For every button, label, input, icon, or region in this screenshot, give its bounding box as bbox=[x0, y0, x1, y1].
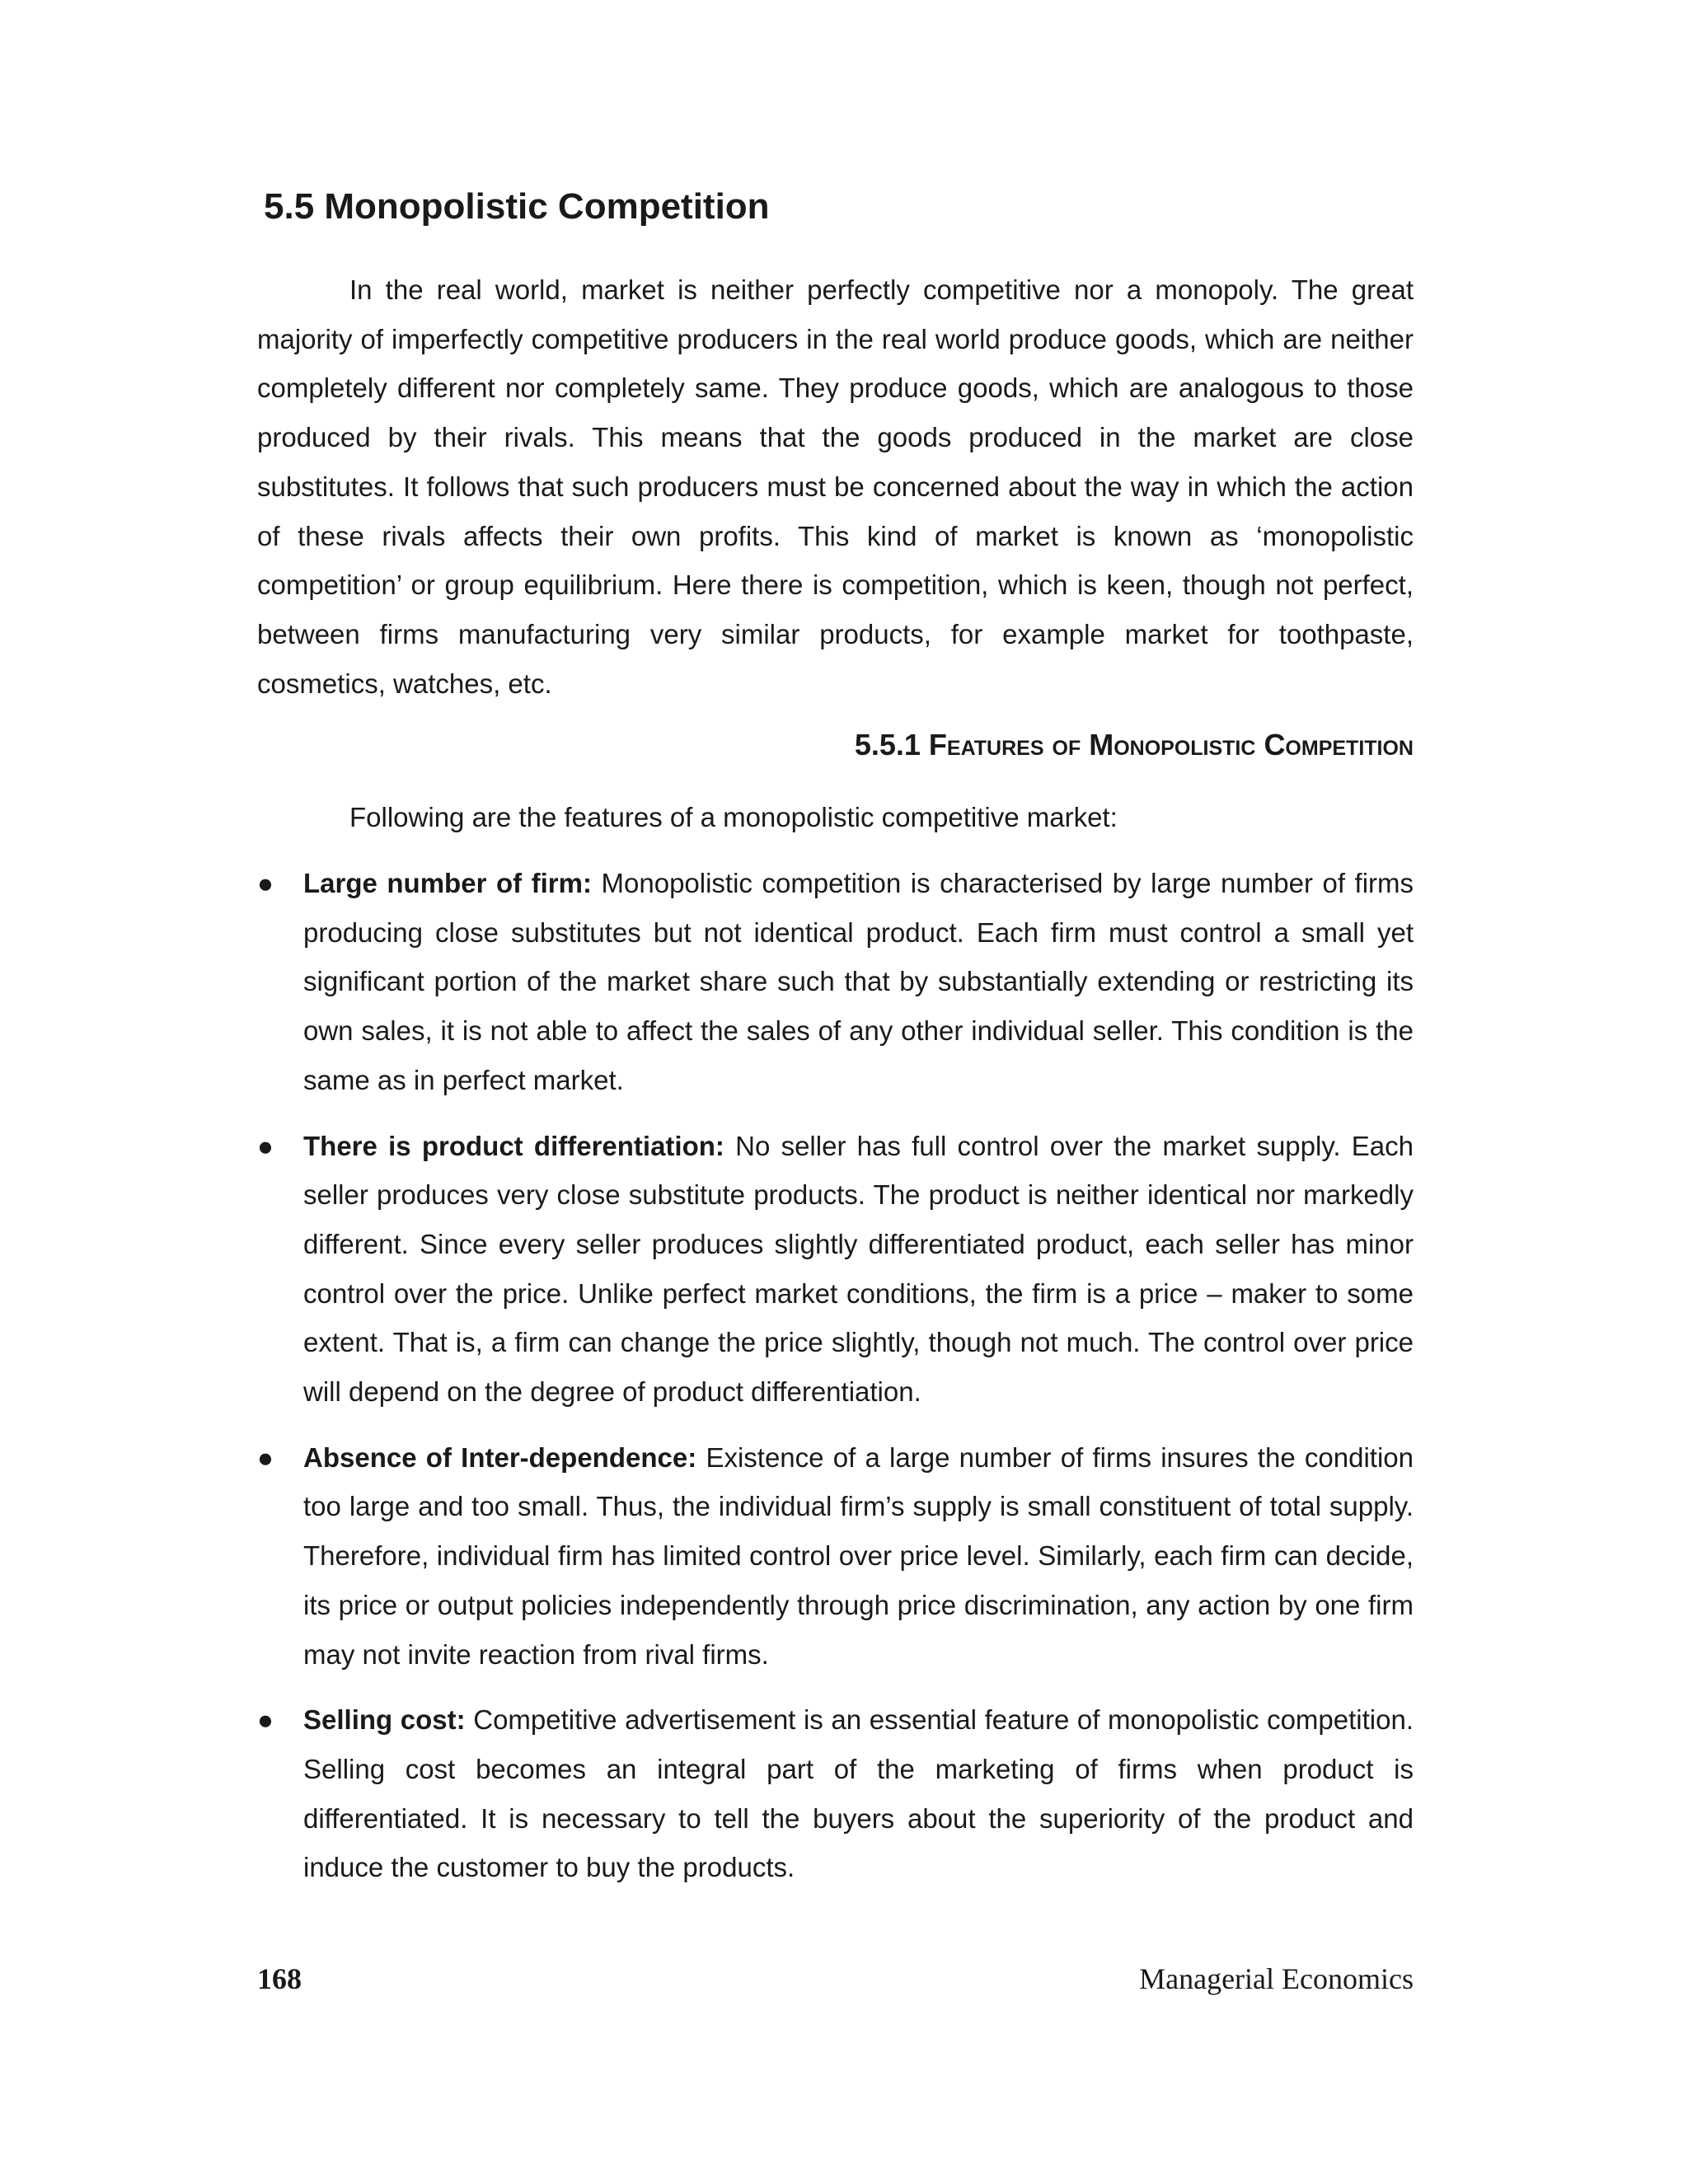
feature-item-absence-of-inter-dependence bbox=[257, 1433, 1414, 1680]
bullet-icon: ● bbox=[257, 1441, 274, 1473]
page-number: 168 bbox=[257, 1962, 302, 1995]
running-footer-title: Managerial Economics bbox=[1139, 1962, 1414, 1995]
feature-item-large-number-of-firm bbox=[257, 859, 1414, 1105]
document-page bbox=[257, 0, 1414, 2184]
feature-heading: Absence of Inter-dependence: bbox=[303, 1441, 697, 1473]
feature-paragraph bbox=[303, 859, 1414, 1105]
feature-heading: Selling cost: bbox=[303, 1704, 466, 1736]
feature-item-product-differentiation bbox=[257, 1122, 1414, 1417]
feature-item-selling-cost bbox=[257, 1695, 1414, 1892]
feature-paragraph bbox=[303, 1122, 1414, 1417]
feature-text: Competitive advertisement is an essential feature of monopolistic competition. Selling cost becomes an integral part of the marketing of firms when product is differentiated. It is necessary to tell the buyers about the superiority of the product and induce the customer to buy the products. bbox=[303, 1704, 1414, 1883]
subsection-title-text: Features of Monopolistic Competition bbox=[928, 728, 1414, 762]
section-title: 5.5 Monopolistic Competition bbox=[264, 186, 770, 227]
features-list bbox=[257, 859, 1414, 1909]
bullet-icon: ● bbox=[257, 868, 274, 898]
bullet-icon: ● bbox=[257, 1704, 274, 1736]
feature-paragraph bbox=[303, 1695, 1414, 1892]
feature-text: Monopolistic competition is characterised by large number of firms producing close substitutes but not identical product. Each firm must control a small yet significant portion of the market share such that by substantially extending or restricting its own sales, it is not able to affect the sales of any other individual seller. This condition is the same as in perfect market. bbox=[303, 868, 1414, 1095]
intro-paragraph: In the real world, market is neither perfectly competitive nor a monopoly. The great majority of imperfectly competitive producers in the real world produce goods, which are neither completely different nor completely same. They produce goods, which are analogous to those produced by their rivals. This means that the goods produced in the market are close substitutes. It follows that such producers must be concerned about the way in which the action of these rivals affects their own profits. This kind of market is known as ‘monopolistic competition’ or group equilibrium. Here there is competition, which is keen, though not perfect, between firms manufacturing very similar products, for example market for toothpaste, cosmetics, watches, etc. bbox=[257, 274, 1414, 699]
features-lead-text: Following are the features of a monopolistic competitive market: bbox=[349, 802, 1118, 832]
feature-heading: Large number of firm: bbox=[303, 868, 592, 898]
subsection-title bbox=[855, 727, 1414, 762]
feature-paragraph bbox=[303, 1433, 1414, 1680]
feature-text: No seller has full control over the market supply. Each seller produces very close substitute products. The product is neither identical nor markedly different. Since every seller produces slightly differentiated product, each seller has minor control over the price. Unlike perfect market conditions, the firm is a price – maker to some extent. That is, a firm can change the price slightly, though not much. The control over price will depend on the degree of product differentiation. bbox=[303, 1130, 1414, 1408]
bullet-icon: ● bbox=[257, 1130, 274, 1161]
subsection-number: 5.5.1 bbox=[854, 728, 921, 762]
feature-heading: There is product differentiation: bbox=[303, 1130, 724, 1161]
feature-text: Existence of a large number of firms insures the condition too large and too small. Thus, the individual firm’s supply is small constituent of total supply. Therefore, individual firm has limited control over price level. Similarly, each firm can decide, its price or output policies independently through price discrimination, any action by one firm may not invite reaction from rival firms. bbox=[303, 1441, 1414, 1670]
